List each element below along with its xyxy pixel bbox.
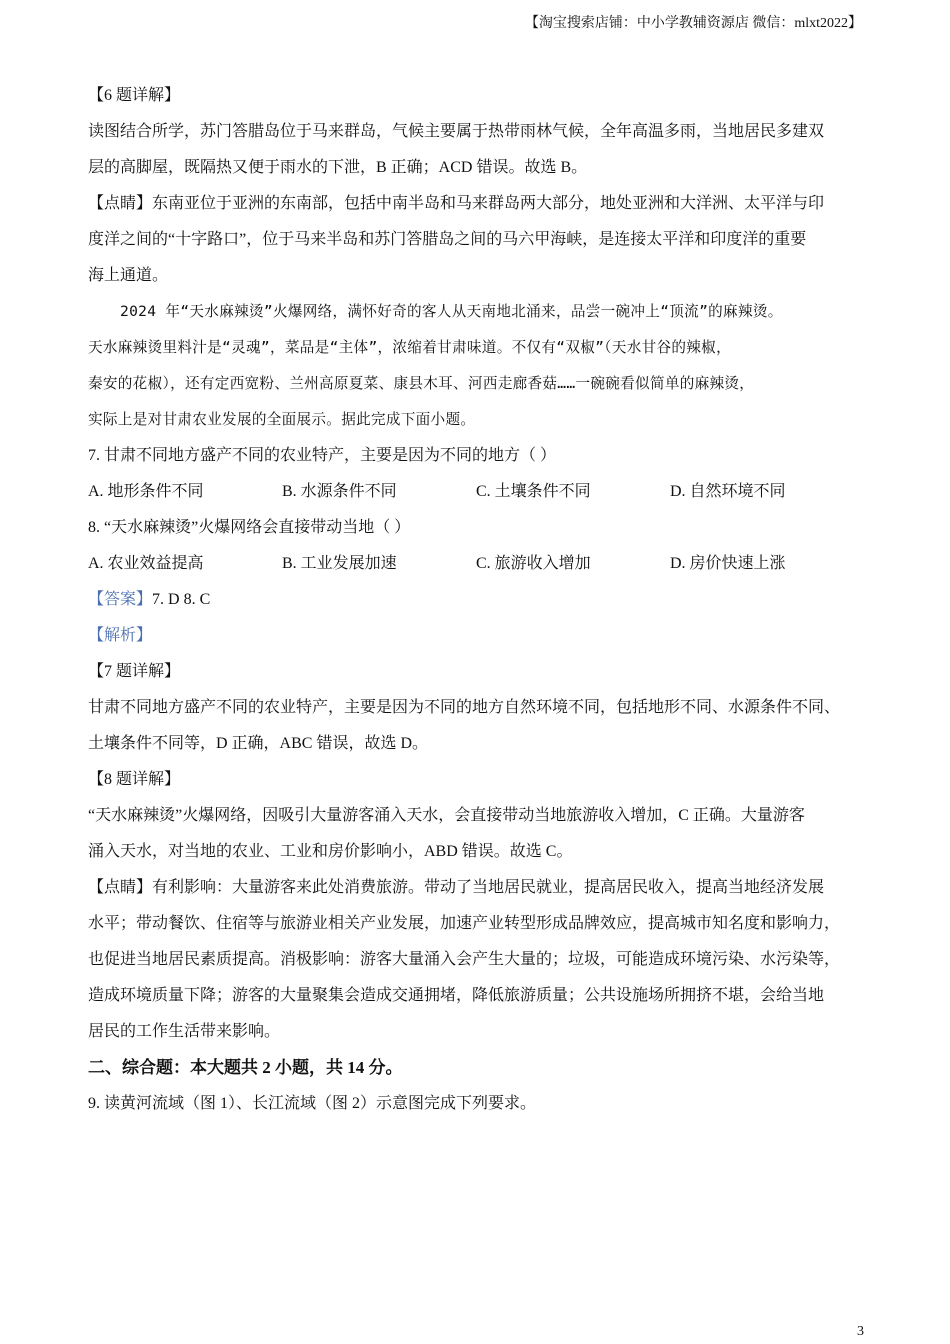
q8-detail-line: 涌入天水，对当地的农业、工业和房价影响小，ABD 错误。故选 C。 xyxy=(88,843,573,860)
q7-detail-line: 甘肃不同地方盛产不同的农业特产，主要是因为不同的地方自然环境不同，包括地形不同、水源条件不同、 xyxy=(88,699,841,716)
tip-line: 也促进当地居民素质提高。消极影响：游客大量涌入会产生大量的；垃圾，可能造成环境污染、水污染等， xyxy=(88,951,841,968)
option-a: A. 农业效益提高 xyxy=(88,555,204,572)
tip-paragraph-1: 【点睛】东南亚位于亚洲的东南部，包括中南半岛和马来群岛两大部分，地处亚洲和大洋洲、太平洋与印 xyxy=(88,195,825,212)
q6-detail-line: 读图结合所学，苏门答腊岛位于马来群岛，气候主要属于热带雨林气候，全年高温多雨，当地居民多建双 xyxy=(88,123,825,140)
answer-line xyxy=(88,582,872,618)
question-8-options xyxy=(88,546,872,582)
option-b: B. 水源条件不同 xyxy=(282,483,397,500)
page-header: 【淘宝搜索店铺：中小学教辅资源店 微信：mlxt2022】 xyxy=(524,16,862,31)
question-8-stem: 8. “天水麻辣烫”火爆网络会直接带动当地（ ） xyxy=(88,519,411,536)
tip-line: 度洋之间的“十字路口”，位于马来半岛和苏门答腊岛之间的马六甲海峡，是连接太平洋和印度洋的重要 xyxy=(88,231,807,248)
q6-detail-title: 【6 题详解】 xyxy=(88,87,181,104)
tip-label: 【点睛】 xyxy=(88,879,153,896)
option-d: D. 自然环境不同 xyxy=(670,483,786,500)
option-a: A. 地形条件不同 xyxy=(88,483,204,500)
tip-line: 海上通道。 xyxy=(88,267,169,284)
question-7-options xyxy=(88,474,872,510)
document-body xyxy=(88,78,872,1122)
option-b: B. 工业发展加速 xyxy=(282,555,397,572)
option-c: C. 旅游收入增加 xyxy=(476,555,591,572)
question-7-stem: 7. 甘肃不同地方盛产不同的农业特产，主要是因为不同的地方（ ） xyxy=(88,447,557,464)
q8-detail-title: 【8 题详解】 xyxy=(88,771,181,788)
answer-text: 7. D 8. C xyxy=(152,591,211,608)
analysis-label: 【解析】 xyxy=(88,627,153,644)
page-number: 3 xyxy=(857,1324,864,1339)
passage-line: 秦安的花椒），还有定西宽粉、兰州高原夏菜、康县木耳、河西走廊香菇……一碗碗看似简单的麻辣烫， xyxy=(88,375,755,392)
passage-line: 天水麻辣烫里料汁是“灵魂”，菜品是“主体”，浓缩着甘肃味道。不仅有“双椒”（天水甘谷的辣椒， xyxy=(88,339,731,356)
q7-detail-title: 【7 题详解】 xyxy=(88,663,181,680)
tip-line: 水平；带动餐饮、住宿等与旅游业相关产业发展，加速产业转型形成品牌效应，提高城市知名度和影响力， xyxy=(88,915,841,932)
tip-line: 造成环境质量下降；游客的大量聚集会造成交通拥堵，降低旅游质量；公共设施场所拥挤不堪，会给当地 xyxy=(88,987,825,1004)
passage-line: 实际上是对甘肃农业发展的全面展示。据此完成下面小题。 xyxy=(88,411,476,428)
q7-detail-line: 土壤条件不同等，D 正确，ABC 错误，故选 D。 xyxy=(88,735,429,752)
option-d: D. 房价快速上涨 xyxy=(670,555,786,572)
answer-label: 【答案】 xyxy=(88,591,153,608)
tip-paragraph-2: 【点睛】有利影响：大量游客来此处消费旅游。带动了当地居民就业，提高居民收入，提高当地经济发展 xyxy=(88,879,825,896)
tip-label: 【点睛】 xyxy=(88,195,153,212)
option-c: C. 土壤条件不同 xyxy=(476,483,591,500)
q8-detail-line: “天水麻辣烫”火爆网络，因吸引大量游客涌入天水，会直接带动当地旅游收入增加，C 正确。大量游客 xyxy=(88,807,805,824)
question-9-stem: 9. 读黄河流域（图 1）、长江流域（图 2）示意图完成下列要求。 xyxy=(88,1095,537,1112)
passage-line: 2024 年“天水麻辣烫”火爆网络，满怀好奇的客人从天南地北涌来，品尝一碗冲上“顶流”的麻辣烫。 xyxy=(120,303,783,320)
tip-line: 居民的工作生活带来影响。 xyxy=(88,1023,281,1040)
section-2-heading: 二、综合题：本大题共 2 小题，共 14 分。 xyxy=(88,1058,403,1077)
q6-detail-line: 层的高脚屋，既隔热又便于雨水的下泄，B 正确；ACD 错误。故选 B。 xyxy=(88,159,588,176)
